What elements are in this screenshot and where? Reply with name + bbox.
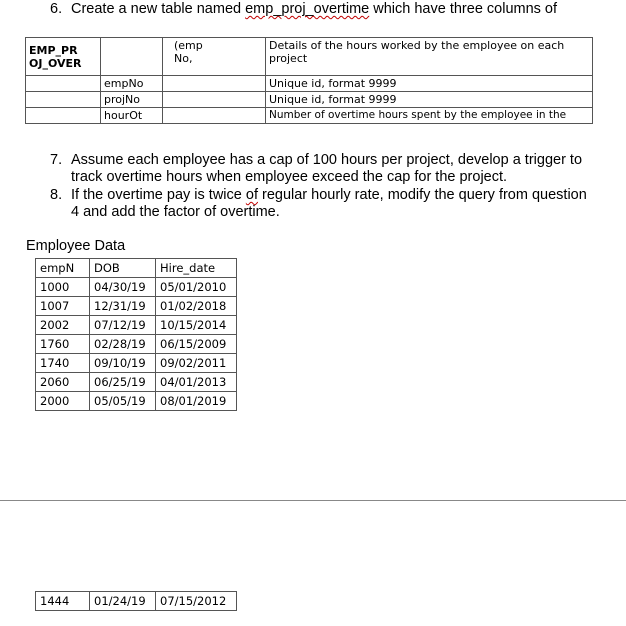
question-line: Assume each employee has a cap of 100 hours per project, develop a trigger to: [71, 152, 583, 168]
columns-cell: (emp No,: [163, 38, 266, 76]
table-header-row: [36, 259, 237, 278]
column-desc: Unique id, format 9999: [266, 92, 593, 108]
question-number: 7.: [50, 152, 63, 168]
question-number: 6.: [50, 1, 63, 17]
table-row: 2060 06/25/19 04/01/2013: [36, 373, 237, 392]
page-divider: [0, 500, 626, 501]
header-cell: DOB: [90, 259, 156, 278]
question-text-end: which have three columns of: [369, 1, 558, 17]
employee-table-continued: [35, 591, 237, 611]
schema-row: [26, 92, 593, 108]
table-row: 2000 05/05/19 08/01/2019: [36, 392, 237, 411]
table-row: 2002 07/12/19 10/15/2014: [36, 316, 237, 335]
column-desc: Number of overtime hours spent by the employee in the: [266, 108, 593, 124]
question-line: If the overtime pay is twice: [71, 187, 246, 203]
employee-data-title: Employee Data: [26, 238, 126, 254]
description-cell: Details of the hours worked by the employee on each project: [266, 38, 593, 76]
schema-row: [26, 76, 593, 92]
column-desc: Unique id, format 9999: [266, 76, 593, 92]
header-cell: Hire_date: [156, 259, 237, 278]
table-row: 1740 09/10/19 09/02/2011: [36, 354, 237, 373]
table-name: emp_proj_overtime: [245, 1, 370, 17]
employee-table: [35, 258, 237, 411]
table-row: 1000 04/30/19 05/01/2010: [36, 278, 237, 297]
schema-table: [25, 37, 593, 124]
table-row: 1444 01/24/19 07/15/2012: [36, 592, 237, 611]
question-word: of: [245, 187, 258, 203]
column-name: hourOt: [101, 108, 163, 124]
table-name-cell: EMP_PR OJ_OVER: [26, 38, 101, 76]
question-line: 4 and add the factor of overtime.: [71, 204, 280, 220]
schema-header-row: [26, 38, 593, 76]
header-cell: empN: [36, 259, 90, 278]
empty-cell: [101, 38, 163, 76]
column-name: empNo: [101, 76, 163, 92]
question-text: Create a new table named: [71, 1, 246, 17]
table-row: 1007 12/31/19 01/02/2018: [36, 297, 237, 316]
question-line: track overtime hours when employee exceed the cap for the project.: [71, 169, 508, 185]
question-number: 8.: [50, 187, 63, 203]
question-line: regular hourly rate, modify the query from question: [257, 187, 587, 203]
schema-row: [26, 108, 593, 124]
table-row: 1760 02/28/19 06/15/2009: [36, 335, 237, 354]
column-name: projNo: [101, 92, 163, 108]
